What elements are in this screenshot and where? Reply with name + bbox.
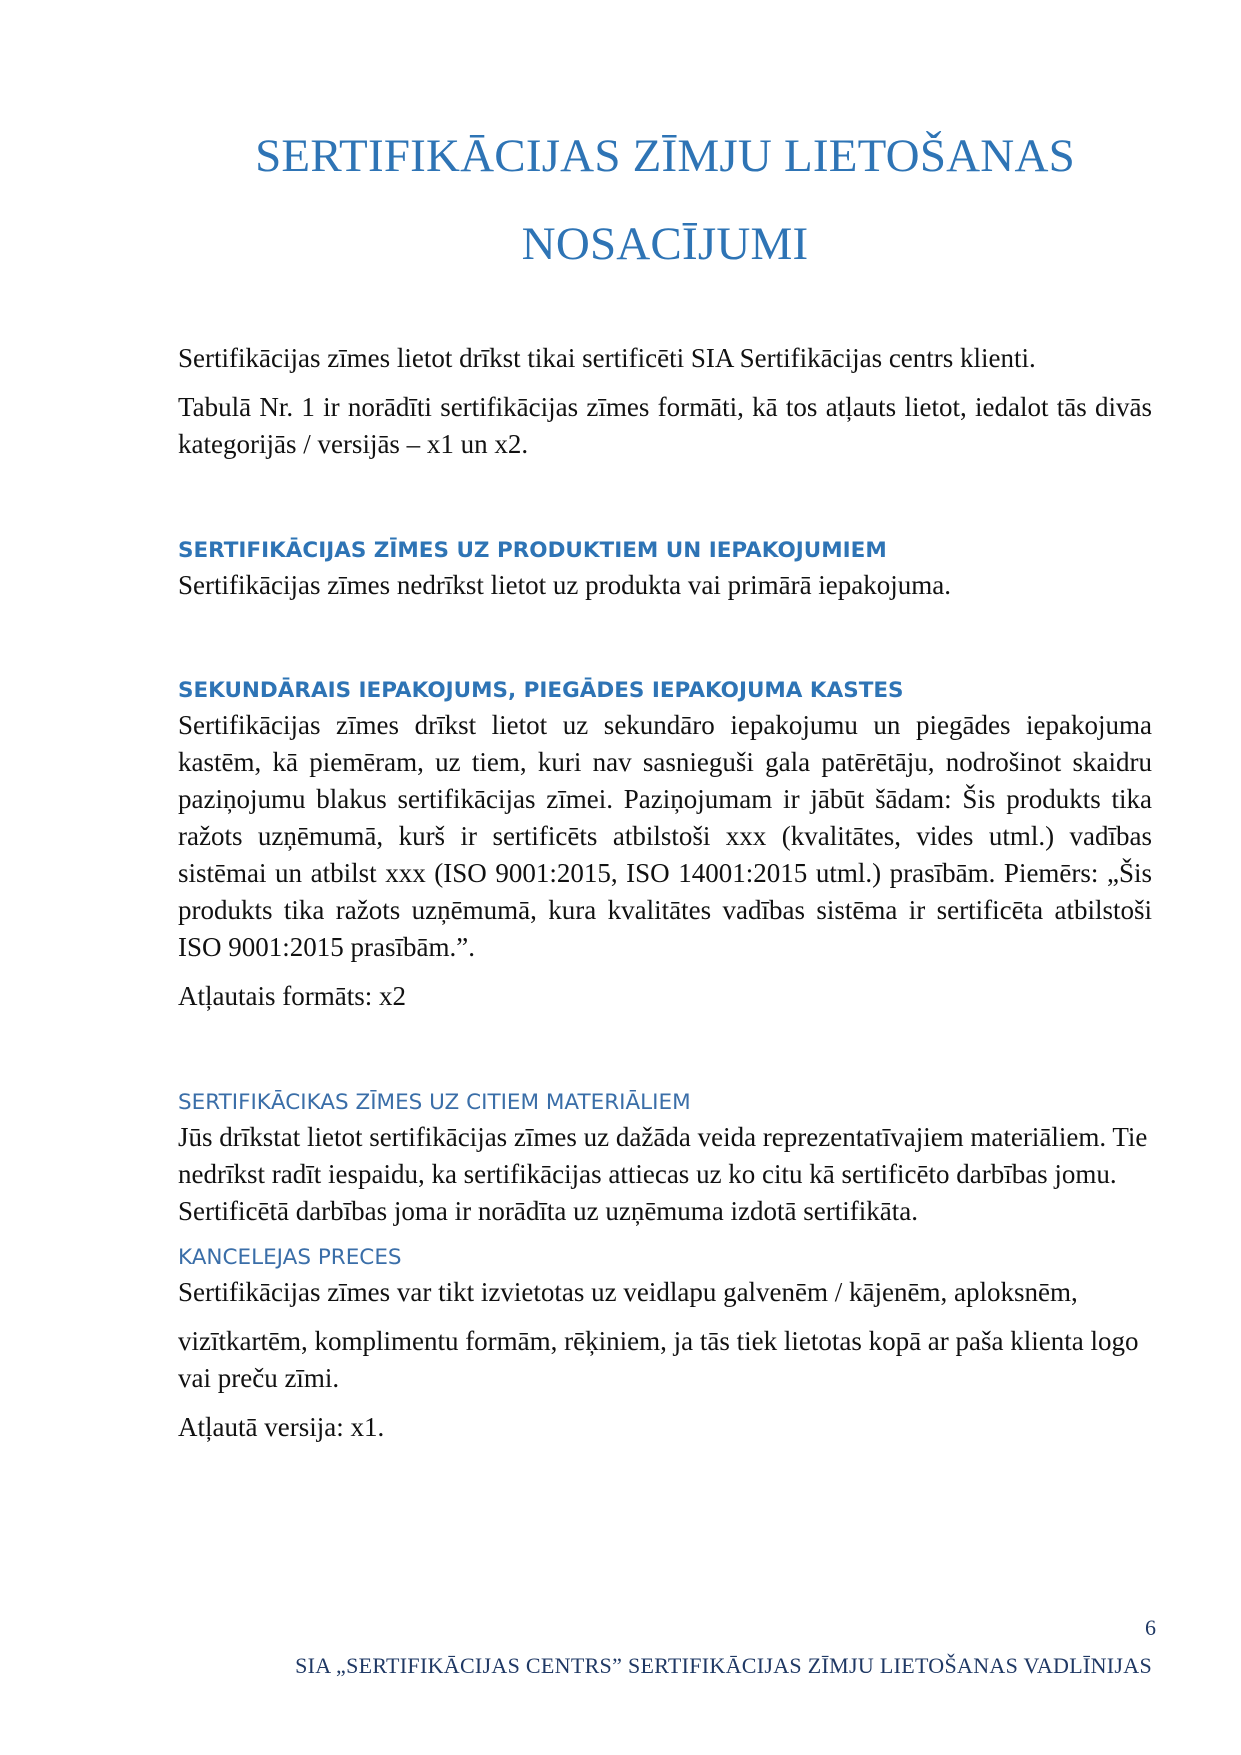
section-text-secondary-packaging: Sertifikācijas zīmes drīkst lietot uz sekundāro iepakojumu un piegādes iepakojuma kastēm, kā piemēram, uz tiem, kuri nav sasnieguši gala patērētāju, nodrošinot skaidru paziņojumu blakus sertifikācijas zīmei. Paziņojumam ir jābūt šādam: Šis produkts tika ražots uzņēmumā, kurš ir sertificēts atbilstoši xxx (kvalitātes, vides utml.) vadības sistēmai un atbilst xxx (ISO 9001:2015, ISO 14001:2015 utml.) prasībām. Piemērs: „Šis produkts tika ražots uzņēmumā, kura kvalitātes vadības sistēma ir sertificēta atbilstoši ISO 9001:2015 prasībām.”. (178, 710, 1152, 962)
page-title-line-2: NOSACĪJUMI (521, 218, 809, 270)
section-heading-products: SERTIFIKĀCIJAS ZĪMES UZ PRODUKTIEM UN IEPAKOJUMIEM (178, 538, 887, 563)
intro-paragraph-2: Tabulā Nr. 1 ir norādīti sertifikācijas zīmes formāti, kā tos atļauts lietot, iedalot tās divās kategorijās / versijās – x1 un x2. (178, 392, 1152, 459)
page-title-line-1: SERTIFIKĀCIJAS ZĪMJU LIETOŠANAS (255, 130, 1075, 182)
section-format-secondary-packaging: Atļautais formāts: x2 (178, 981, 406, 1011)
page-title (178, 112, 1152, 288)
document-body (178, 340, 1152, 1446)
page-number: 6 (1145, 1615, 1156, 1640)
section-heading-secondary-packaging: SEKUNDĀRAIS IEPAKOJUMS, PIEGĀDES IEPAKOJUMA KASTES (178, 678, 904, 703)
intro-paragraph-1: Sertifikācijas zīmes lietot drīkst tikai sertificēti SIA Sertifikācijas centrs klienti. (178, 343, 1036, 373)
page-footer: SIA „SERTIFIKĀCIJAS CENTRS” SERTIFIKĀCIJAS ZĪMJU LIETOŠANAS VADLĪNIJAS (295, 1653, 1152, 1678)
section-text-stationery-1: Sertifikācijas zīmes var tikt izvietotas uz veidlapu galvenēm / kājenēm, aploksnēm, (178, 1277, 1078, 1307)
section-text-products: Sertifikācijas zīmes nedrīkst lietot uz produkta vai primārā iepakojuma. (178, 570, 952, 600)
section-text-other-materials: Jūs drīkstat lietot sertifikācijas zīmes uz dažāda veida reprezentatīvajiem materiāliem. Tie nedrīkst radīt iespaidu, ka sertifikācijas attiecas uz ko citu kā sertificēto darbības jomu. Sertificētā darbības joma ir norādīta uz uzņēmuma izdotā sertifikāta. (178, 1122, 1148, 1226)
section-heading-other-materials: SERTIFIKĀCIKAS ZĪMES UZ CITIEM MATERIĀLIEM (178, 1090, 691, 1115)
section-heading-stationery: KANCELEJAS PRECES (178, 1245, 402, 1270)
section-version-stationery: Atļautā versija: x1. (178, 1412, 385, 1442)
section-text-stationery-2: vizītkartēm, komplimentu formām, rēķiniem, ja tās tiek lietotas kopā ar paša klienta logo vai preču zīmi. (178, 1326, 1139, 1393)
